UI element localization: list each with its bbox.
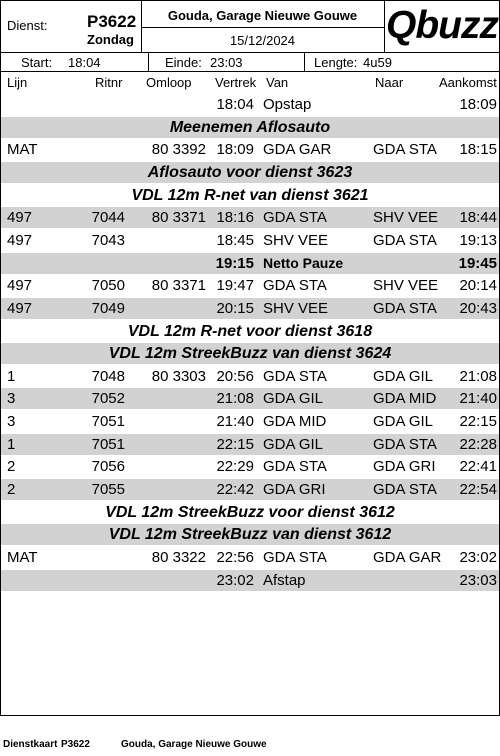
section-heading: VDL 12m StreekBuzz van dienst 3624 <box>1 343 499 364</box>
cell-van: GDA STA <box>263 277 327 294</box>
cell-van: GDA GIL <box>263 390 324 407</box>
dienst-code: P3622 <box>87 12 137 31</box>
cell-lijn: 3 <box>7 390 16 407</box>
cell-van: GDA GAR <box>263 141 332 158</box>
date-value: 15/12/2024 <box>229 33 296 48</box>
table-row <box>1 298 499 319</box>
cell-van: GDA MID <box>263 413 327 430</box>
col-aankomst: Aankomst <box>439 75 497 90</box>
section-heading: Meenemen Aflosauto <box>1 117 499 138</box>
cell-ritnr: 7051 <box>91 436 125 453</box>
cell-ritnr: 7051 <box>91 413 125 430</box>
cell-aankomst: 18:44 <box>459 209 497 226</box>
cell-vertrek: 21:40 <box>216 413 254 430</box>
cell-lijn: 497 <box>7 300 33 317</box>
cell-ritnr: 7055 <box>91 481 125 498</box>
header-rule <box>141 27 384 28</box>
cell-van: Opstap <box>263 96 312 113</box>
cell-lijn: 2 <box>7 481 16 498</box>
table-row <box>1 456 499 477</box>
cell-naar: SHV VEE <box>373 277 439 294</box>
table-row <box>1 434 499 455</box>
cell-van: SHV VEE <box>263 232 329 249</box>
col-van: Van <box>266 75 289 90</box>
cell-vertrek: 23:02 <box>216 572 254 589</box>
col-lijn: Lijn <box>7 75 28 90</box>
col-naar: Naar <box>375 75 404 90</box>
cell-lijn: 1 <box>7 436 16 453</box>
shift-times-bar <box>1 52 499 72</box>
col-omloop: Omloop <box>146 75 192 90</box>
col-ritnr: Ritnr <box>95 75 123 90</box>
pause-row <box>1 253 499 274</box>
cell-ritnr: 7056 <box>91 458 125 475</box>
cell-vertrek: 22:56 <box>216 549 254 566</box>
cell-vertrek: 18:16 <box>216 209 254 226</box>
footer-card-label: Dienstkaart <box>3 739 58 750</box>
start-value: 18:04 <box>68 55 101 70</box>
cell-ritnr: 7044 <box>91 209 125 226</box>
cell-naar: GDA GRI <box>373 458 436 475</box>
cell-van: GDA GRI <box>263 481 326 498</box>
table-row <box>1 275 499 296</box>
cell-van: Netto Pauze <box>263 255 344 271</box>
table-row <box>1 230 499 251</box>
qbuzz-logo: Qbuzz <box>386 4 498 47</box>
cell-aankomst: 21:40 <box>459 390 497 407</box>
table-row <box>1 479 499 500</box>
start-label: Start: <box>21 55 53 70</box>
cell-aankomst: 22:54 <box>459 481 497 498</box>
section-heading: VDL 12m R-net voor dienst 3618 <box>127 323 373 340</box>
cell-omloop: 80 3303 <box>151 368 206 385</box>
cell-lijn: 3 <box>7 413 16 430</box>
table-row <box>1 547 499 568</box>
einde-value: 23:03 <box>210 55 243 70</box>
column-header-row <box>1 73 499 93</box>
card-header <box>1 1 499 53</box>
times-divider <box>304 52 305 72</box>
cell-ritnr: 7050 <box>91 277 125 294</box>
einde-label: Einde: <box>165 55 202 70</box>
cell-vertrek: 20:15 <box>216 300 254 317</box>
cell-van: GDA STA <box>263 458 327 475</box>
cell-van: Afstap <box>263 572 306 589</box>
cell-vertrek: 22:15 <box>216 436 254 453</box>
cell-naar: GDA MID <box>373 390 437 407</box>
cell-aankomst: 19:13 <box>459 232 497 249</box>
cell-aankomst: 20:43 <box>459 300 497 317</box>
cell-naar: GDA STA <box>373 436 437 453</box>
cell-lijn: 497 <box>7 232 33 249</box>
table-row <box>1 207 499 228</box>
dienst-label: Dienst: <box>7 18 48 33</box>
cell-naar: GDA GIL <box>373 368 434 385</box>
cell-naar: GDA GIL <box>373 413 434 430</box>
table-row <box>1 366 499 387</box>
cell-vertrek: 18:04 <box>216 96 254 113</box>
footer-location: Gouda, Garage Nieuwe Gouwe <box>121 739 267 750</box>
cell-van: SHV VEE <box>263 300 329 317</box>
cell-van: GDA STA <box>263 209 327 226</box>
cell-vertrek: 19:15 <box>215 255 254 272</box>
cell-aankomst: 22:15 <box>459 413 497 430</box>
cell-naar: GDA STA <box>373 300 437 317</box>
col-vertrek: Vertrek <box>215 75 257 90</box>
times-divider <box>148 52 149 72</box>
cell-naar: GDA STA <box>373 481 437 498</box>
cell-omloop: 80 3371 <box>151 277 206 294</box>
table-row <box>1 94 499 115</box>
cell-aankomst: 22:41 <box>459 458 497 475</box>
cell-lijn: MAT <box>7 549 38 566</box>
cell-aankomst: 20:14 <box>459 277 497 294</box>
cell-lijn: 2 <box>7 458 16 475</box>
section-heading: VDL 12m StreekBuzz voor dienst 3612 <box>105 504 395 521</box>
footer-code: P3622 <box>61 739 90 750</box>
cell-naar: GDA STA <box>373 232 437 249</box>
table-row <box>1 139 499 160</box>
cell-lijn: 1 <box>7 368 16 385</box>
cell-ritnr: 7043 <box>91 232 125 249</box>
cell-aankomst: 18:09 <box>459 96 497 113</box>
cell-aankomst: 19:45 <box>458 255 497 272</box>
cell-naar: SHV VEE <box>373 209 439 226</box>
cell-lijn: 497 <box>7 209 33 226</box>
cell-ritnr: 7049 <box>91 300 125 317</box>
cell-vertrek: 20:56 <box>216 368 254 385</box>
cell-van: GDA STA <box>263 368 327 385</box>
location-title: Gouda, Garage Nieuwe Gouwe <box>167 8 358 23</box>
cell-omloop: 80 3322 <box>151 549 206 566</box>
cell-aankomst: 21:08 <box>459 368 497 385</box>
cell-omloop: 80 3392 <box>151 141 206 158</box>
cell-aankomst: 18:15 <box>459 141 497 158</box>
cell-aankomst: 22:28 <box>459 436 497 453</box>
cell-naar: GDA GAR <box>373 549 442 566</box>
day-label: Zondag <box>87 32 134 47</box>
cell-van: GDA GIL <box>263 436 324 453</box>
cell-ritnr: 7048 <box>91 368 125 385</box>
cell-aankomst: 23:03 <box>459 572 497 589</box>
cell-omloop: 80 3371 <box>151 209 206 226</box>
cell-vertrek: 22:29 <box>216 458 254 475</box>
cell-vertrek: 18:45 <box>216 232 254 249</box>
lengte-label: Lengte: <box>314 55 358 70</box>
cell-lijn: 497 <box>7 277 33 294</box>
table-row <box>1 411 499 432</box>
table-row <box>1 570 499 591</box>
cell-ritnr: 7052 <box>91 390 125 407</box>
cell-vertrek: 21:08 <box>216 390 254 407</box>
cell-naar: GDA STA <box>373 141 437 158</box>
cell-lijn: MAT <box>7 141 38 158</box>
section-heading: VDL 12m StreekBuzz van dienst 3612 <box>1 524 499 545</box>
cell-vertrek: 19:47 <box>216 277 254 294</box>
section-heading: VDL 12m R-net van dienst 3621 <box>131 187 369 204</box>
cell-vertrek: 22:42 <box>216 481 254 498</box>
cell-aankomst: 23:02 <box>459 549 497 566</box>
cell-van: GDA STA <box>263 549 327 566</box>
cell-vertrek: 18:09 <box>216 141 254 158</box>
lengte-value: 4u59 <box>363 55 392 70</box>
table-row <box>1 388 499 409</box>
section-heading: Aflosauto voor dienst 3623 <box>1 162 499 183</box>
